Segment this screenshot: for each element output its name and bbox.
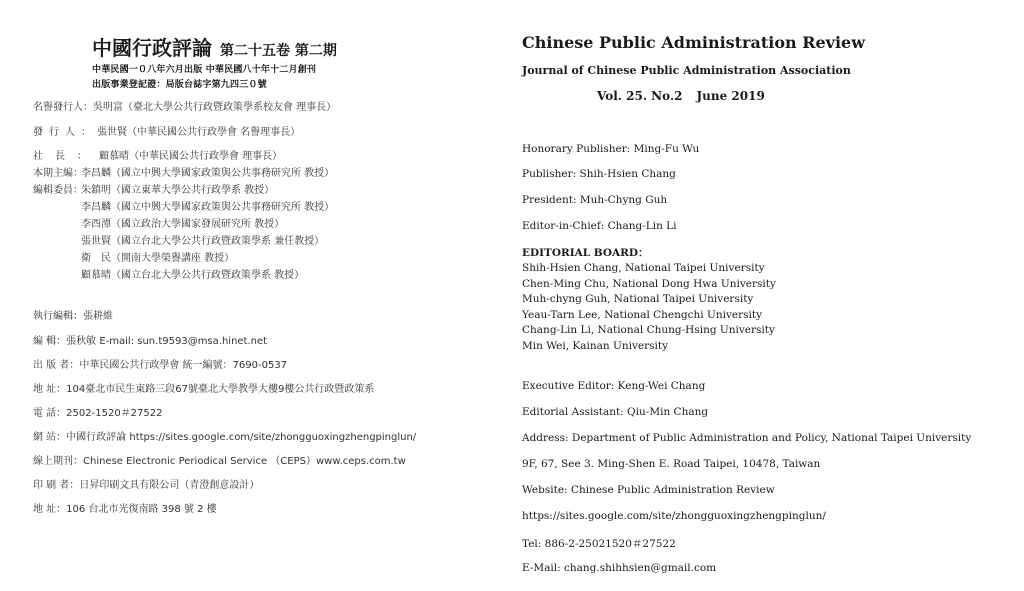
english-executive-editor: Executive Editor: Keng-Wei Chang (522, 380, 706, 392)
chinese-printer: 印 刷 者：日昇印刷文具有限公司（青澄創意設計） (33, 480, 260, 491)
english-masthead-page (512, 0, 1024, 591)
board-member: Chang-Lin Li, National Chung-Hsing University (522, 324, 775, 336)
english-website: Website: Chinese Public Administration Review (522, 484, 775, 496)
board-member: 顧慕晴（國立台北大學公共行政暨政策學系 教授） (81, 270, 305, 281)
board-label: 本期主編： (33, 168, 83, 179)
english-website-url: https://sites.google.com/site/zhongguoxingzhengpinglun/ (522, 510, 826, 522)
board-member: 李昌麟（國立中興大學國家政策與公共事務研究所 教授） (81, 202, 335, 213)
chinese-publisher-org: 出 版 者：中華民國公共行政學會 統一編號：7690-0537 (33, 360, 288, 371)
publisher-value: 張世賢（中華民國公共行政學會 名譽理事長） (97, 127, 301, 138)
board-member: Min Wei, Kainan University (522, 339, 669, 352)
board-member: 朱鎮明（國立東華大學公共行政學系 教授） (81, 185, 275, 196)
chinese-title-block (92, 32, 337, 61)
chinese-publication-dates: 中華民國一０八年六月出版 中華民國八十年十二月創刊 (92, 65, 317, 75)
issue-date: June 2019 (696, 89, 765, 103)
english-editorial-board-heading: EDITORIAL BOARD： (522, 247, 649, 259)
english-volume-line (597, 89, 765, 103)
chinese-honorary-publisher (33, 98, 336, 113)
chinese-registration-number: 出版事業登記證：局版台誌字第九四三０號 (92, 80, 267, 90)
board-member: Yeau-Tarn Lee, National Chengchi University (522, 308, 763, 321)
honorary-value: 吳明富（臺北大學公共行政暨政策學系校友會 理事長） (93, 102, 337, 113)
board-member: 張世賢（國立台北大學公共行政暨政策學系 兼任教授） (81, 236, 325, 247)
english-president: President: Muh-Chyng Guh (522, 194, 668, 206)
english-email: E-Mail: chang.shihhsien@gmail.com (522, 562, 717, 574)
english-editorial-assistant: Editorial Assistant: Qiu-Min Chang (522, 406, 709, 418)
english-journal-title: Chinese Public Administration Review (522, 33, 865, 52)
chinese-executive-editor: 執行編輯：張耕維 (33, 311, 113, 322)
chinese-website: 網 站：中國行政評論 https://sites.google.com/site/zhongguoxingzhengpinglun/ (33, 432, 417, 443)
chinese-president (33, 147, 282, 162)
board-member: 衛 民（開南大學榮譽講座 教授） (81, 253, 235, 264)
board-label: 編輯委員： (33, 185, 83, 196)
english-publisher: Publisher: Shih-Hsien Chang (522, 168, 676, 180)
board-member: 李酉潭（國立政治大學國家發展研究所 教授） (81, 219, 285, 230)
chinese-publisher (33, 123, 300, 138)
volume-number: Vol. 25. No.2 (597, 89, 683, 103)
honorary-label: 名譽發行人： (33, 102, 93, 113)
president-value: 顧慕晴（中華民國公共行政學會 理事長） (99, 151, 283, 162)
chinese-printer-address: 地 址：106 台北市光復南路 398 號 2 樓 (33, 504, 217, 515)
chinese-journal-title: 中國行政評論 (92, 36, 212, 60)
english-editor-in-chief: Editor-in-Chief: Chang-Lin Li (522, 220, 677, 232)
english-address-line1: Address: Department of Public Administration and Policy, National Taipei University (522, 432, 972, 444)
board-member: 李昌麟（國立中興大學國家政策與公共事務研究所 教授） (81, 168, 335, 179)
chinese-volume-issue: 第二十五卷 第二期 (220, 43, 337, 59)
board-member: Muh-chyng Guh, National Taipei University (522, 293, 754, 305)
chinese-phone: 電 話：2502-1520＃27522 (33, 408, 163, 419)
chinese-editor: 編 輯：張秋敏 E-mail: sun.t9593@msa.hinet.net (33, 336, 268, 347)
publisher-label: 發行人： (33, 127, 97, 138)
chinese-address: 地 址：104臺北市民生東路三段67號臺北大學教學大樓9樓公共行政暨政策系 (33, 384, 375, 395)
english-honorary-publisher: Honorary Publisher: Ming-Fu Wu (522, 143, 700, 155)
board-member: Chen-Ming Chu, National Dong Hwa University (522, 277, 776, 290)
english-editorial-board (522, 261, 776, 354)
english-telephone: Tel: 886-2-25021520＃27522 (522, 538, 676, 550)
president-label: 社長： (33, 151, 99, 162)
chinese-masthead-page (0, 0, 500, 591)
english-association-name: Journal of Chinese Public Administration Association (522, 64, 851, 77)
english-address-line2: 9F, 67, See 3. Ming-Shen E. Road Taipei, 10478, Taiwan (522, 458, 821, 470)
chinese-online-periodical: 線上期刊：Chinese Electronic Periodical Service （CEPS）www.ceps.com.tw (33, 456, 406, 467)
board-member: Shih-Hsien Chang, National Taipei University (522, 262, 765, 274)
